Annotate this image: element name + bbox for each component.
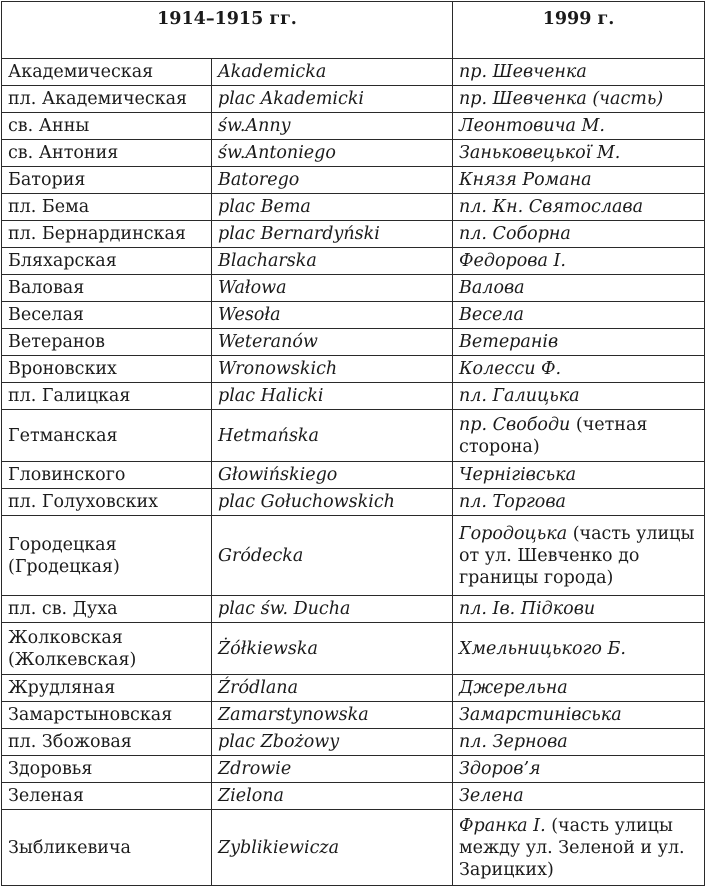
table-row <box>2 194 705 221</box>
old-name-pl: plac Akademicki <box>212 86 453 113</box>
old-name-ru: Зыбликевича <box>2 810 212 886</box>
table-row <box>2 675 705 702</box>
table-row <box>2 167 705 194</box>
old-name-ru: Гетманская <box>2 410 212 462</box>
street-names-table <box>1 1 705 886</box>
old-name-pl: Wronowskich <box>212 356 453 383</box>
old-name-ru: Валовая <box>2 275 212 302</box>
new-name-ua <box>453 410 705 462</box>
old-name-pl: Wesoła <box>212 302 453 329</box>
old-name-pl: Wałowa <box>212 275 453 302</box>
new-name-ua: пр. Шевченка <box>453 59 705 86</box>
table-header-row <box>2 2 705 59</box>
old-name-ru: Зеленая <box>2 783 212 810</box>
new-name-ua: пл. Ів. Підкови <box>453 596 705 623</box>
table-row <box>2 756 705 783</box>
new-name-ua: пл. Соборна <box>453 221 705 248</box>
table-row <box>2 113 705 140</box>
old-name-ru: пл. св. Духа <box>2 596 212 623</box>
table-row <box>2 462 705 489</box>
table-row <box>2 596 705 623</box>
table-row <box>2 783 705 810</box>
header-1914-1915: 1914–1915 гг. <box>2 2 453 59</box>
old-name-pl: św.Antoniego <box>212 140 453 167</box>
old-name-ru: пл. Бема <box>2 194 212 221</box>
new-name-ua-note: (часть улицы между ул. Зеленой и ул. Зарицких) <box>459 815 685 880</box>
old-name-ru: св. Антония <box>2 140 212 167</box>
old-name-ru: св. Анны <box>2 113 212 140</box>
new-name-ua: Джерельна <box>453 675 705 702</box>
old-name-ru: Батория <box>2 167 212 194</box>
table-row <box>2 59 705 86</box>
old-name-pl: Zielona <box>212 783 453 810</box>
new-name-ua: Хмельницького Б. <box>453 623 705 675</box>
new-name-ua <box>453 810 705 886</box>
old-name-ru: Гловинского <box>2 462 212 489</box>
old-name-pl: Zyblikiewicza <box>212 810 453 886</box>
new-name-ua: пл. Галицька <box>453 383 705 410</box>
new-name-ua-main: Городоцька <box>459 523 568 544</box>
new-name-ua: Леонтовича М. <box>453 113 705 140</box>
new-name-ua: Федорова І. <box>453 248 705 275</box>
old-name-ru: Жолковская (Жолкевская) <box>2 623 212 675</box>
new-name-ua <box>453 86 705 113</box>
new-name-ua: Ветеранів <box>453 329 705 356</box>
old-name-pl: plac Gołuchowskich <box>212 489 453 516</box>
table-row <box>2 516 705 596</box>
old-name-ru: пл. Академическая <box>2 86 212 113</box>
old-name-pl: plac św. Ducha <box>212 596 453 623</box>
old-name-ru: пл. Збожовая <box>2 729 212 756</box>
table-row <box>2 356 705 383</box>
old-name-ru: пл. Голуховских <box>2 489 212 516</box>
new-name-ua-note: (четная сторона) <box>459 414 648 457</box>
old-name-ru: пл. Галицкая <box>2 383 212 410</box>
new-name-ua: пл. Кн. Святослава <box>453 194 705 221</box>
new-name-ua: пл. Зернова <box>453 729 705 756</box>
table-row <box>2 383 705 410</box>
old-name-ru: Жрудляная <box>2 675 212 702</box>
table-row <box>2 329 705 356</box>
old-name-ru: Здоровья <box>2 756 212 783</box>
table-row <box>2 810 705 886</box>
new-name-ua: Здоров’я <box>453 756 705 783</box>
new-name-ua-main: пр. Шевченка (часть) <box>459 89 664 109</box>
new-name-ua: Чернігівська <box>453 462 705 489</box>
new-name-ua: Князя Романа <box>453 167 705 194</box>
table-row <box>2 248 705 275</box>
old-name-pl: Blacharska <box>212 248 453 275</box>
table-row <box>2 221 705 248</box>
new-name-ua <box>453 516 705 596</box>
old-name-pl: Żółkiewska <box>212 623 453 675</box>
table-row <box>2 410 705 462</box>
old-name-ru: Веселая <box>2 302 212 329</box>
table-row <box>2 86 705 113</box>
new-name-ua: Зелена <box>453 783 705 810</box>
old-name-ru: Академическая <box>2 59 212 86</box>
old-name-ru: Вроновских <box>2 356 212 383</box>
old-name-ru: Бляхарская <box>2 248 212 275</box>
new-name-ua: Весела <box>453 302 705 329</box>
old-name-ru: Замарстыновская <box>2 702 212 729</box>
table-row <box>2 702 705 729</box>
new-name-ua: Замарстинівська <box>453 702 705 729</box>
old-name-pl: plac Bernardyński <box>212 221 453 248</box>
old-name-pl: Źródlana <box>212 675 453 702</box>
table-row <box>2 275 705 302</box>
old-name-pl: Gródecka <box>212 516 453 596</box>
old-name-pl: Hetmańska <box>212 410 453 462</box>
table-row <box>2 140 705 167</box>
old-name-ru: Городецкая (Гродецкая) <box>2 516 212 596</box>
new-name-ua-note: (часть улицы от ул. Шевченко до границы города) <box>459 523 695 588</box>
old-name-ru: пл. Бернардинская <box>2 221 212 248</box>
old-name-pl: plac Bema <box>212 194 453 221</box>
old-name-pl: Weteranów <box>212 329 453 356</box>
old-name-ru: Ветеранов <box>2 329 212 356</box>
table-row <box>2 302 705 329</box>
table-row <box>2 623 705 675</box>
old-name-pl: plac Halicki <box>212 383 453 410</box>
old-name-pl: Zdrowie <box>212 756 453 783</box>
new-name-ua: Валова <box>453 275 705 302</box>
header-1999: 1999 г. <box>453 2 705 59</box>
new-name-ua: Заньковецької М. <box>453 140 705 167</box>
old-name-pl: plac Zbożowy <box>212 729 453 756</box>
new-name-ua: пл. Торгова <box>453 489 705 516</box>
old-name-pl: Akademicka <box>212 59 453 86</box>
old-name-pl: św.Anny <box>212 113 453 140</box>
old-name-pl: Głowińskiego <box>212 462 453 489</box>
new-name-ua-main: пр. Свободи <box>459 414 571 435</box>
old-name-pl: Zamarstynowska <box>212 702 453 729</box>
old-name-pl: Batorego <box>212 167 453 194</box>
new-name-ua-main: Франка І. <box>459 815 546 836</box>
table-row <box>2 489 705 516</box>
new-name-ua: Колесси Ф. <box>453 356 705 383</box>
table-row <box>2 729 705 756</box>
